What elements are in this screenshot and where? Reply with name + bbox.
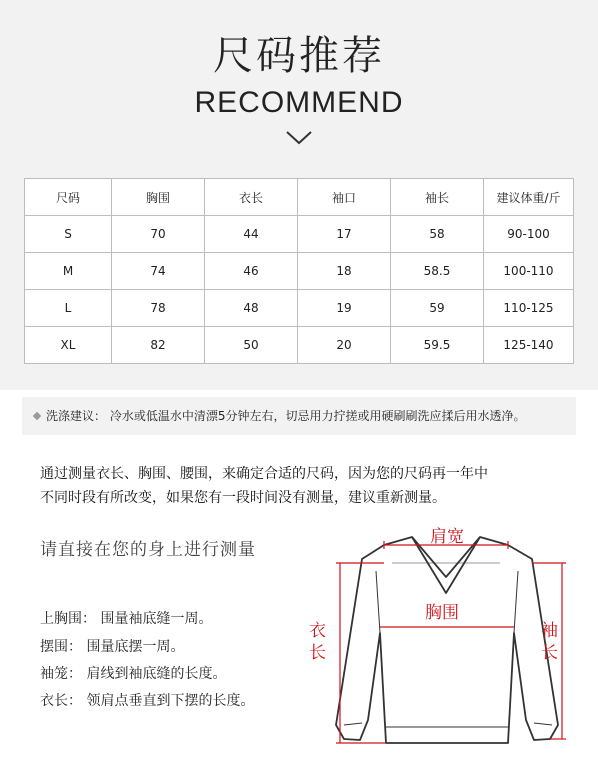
table-cell: 50 (205, 327, 298, 364)
table-cell: 18 (298, 253, 391, 290)
table-cell: 90-100 (484, 216, 574, 253)
table-cell: 59 (391, 290, 484, 327)
table-cell: 17 (298, 216, 391, 253)
table-cell: L (25, 290, 112, 327)
sweater-outline (336, 537, 558, 743)
col-cuff: 袖口 (298, 179, 391, 216)
table-cell: 59.5 (391, 327, 484, 364)
table-row (25, 290, 574, 327)
col-chest: 胸围 (112, 179, 205, 216)
size-table (24, 178, 574, 364)
table-cell: 48 (205, 290, 298, 327)
table-cell: S (25, 216, 112, 253)
table-cell: 58 (391, 216, 484, 253)
table-cell: 19 (298, 290, 391, 327)
measure-item: 上胸围： 围量袖底缝一周。 (40, 611, 213, 627)
table-cell: 44 (205, 216, 298, 253)
intro-line: 通过测量衣长、胸围、腰围，来确定合适的尺码，因为您的尺码再一年中 (40, 466, 488, 482)
col-length: 衣长 (205, 179, 298, 216)
table-cell: 125-140 (484, 327, 574, 364)
length-label: 衣长 (309, 621, 326, 663)
col-sleeve: 袖长 (391, 179, 484, 216)
intro-line: 不同时段有所改变，如果您有一段时间没有测量，建议重新测量。 (40, 490, 446, 506)
measure-item: 袖笼： 肩线到袖底缝的长度。 (40, 666, 227, 682)
measure-item: 摆围： 围量底摆一周。 (40, 639, 185, 655)
table-row (25, 253, 574, 290)
table-row (25, 327, 574, 364)
col-size: 尺码 (25, 179, 112, 216)
page-subtitle: RECOMMEND (194, 86, 404, 119)
table-row (25, 216, 574, 253)
table-cell: 74 (112, 253, 205, 290)
table-cell: 78 (112, 290, 205, 327)
table-cell: 110-125 (484, 290, 574, 327)
measure-item: 衣长： 领肩点垂直到下摆的长度。 (40, 693, 255, 709)
table-cell: 20 (298, 327, 391, 364)
page-title: 尺码推荐 (213, 33, 385, 79)
table-cell: 82 (112, 327, 205, 364)
table-cell: 100-110 (484, 253, 574, 290)
col-weight: 建议体重/斤 (484, 179, 574, 216)
wash-advice-text: 洗涤建议： 冷水或低温水中清漂5分钟左右，切忌用力拧搓或用硬刷刷洗应揉后用水透净。 (46, 409, 526, 423)
chevron-down-icon (285, 130, 313, 146)
sleeve-label: 袖长 (541, 621, 558, 663)
table-cell: XL (25, 327, 112, 364)
shoulder-label: 肩宽 (430, 527, 464, 547)
diamond-bullet-icon (33, 412, 41, 420)
measure-intro (40, 462, 580, 510)
wash-advice (22, 397, 576, 435)
table-header-row (25, 179, 574, 216)
table-cell: 46 (205, 253, 298, 290)
measure-heading: 请直接在您的身上进行测量 (40, 540, 256, 560)
table-cell: M (25, 253, 112, 290)
table-cell: 58.5 (391, 253, 484, 290)
chest-label: 胸围 (425, 603, 459, 623)
table-cell: 70 (112, 216, 205, 253)
